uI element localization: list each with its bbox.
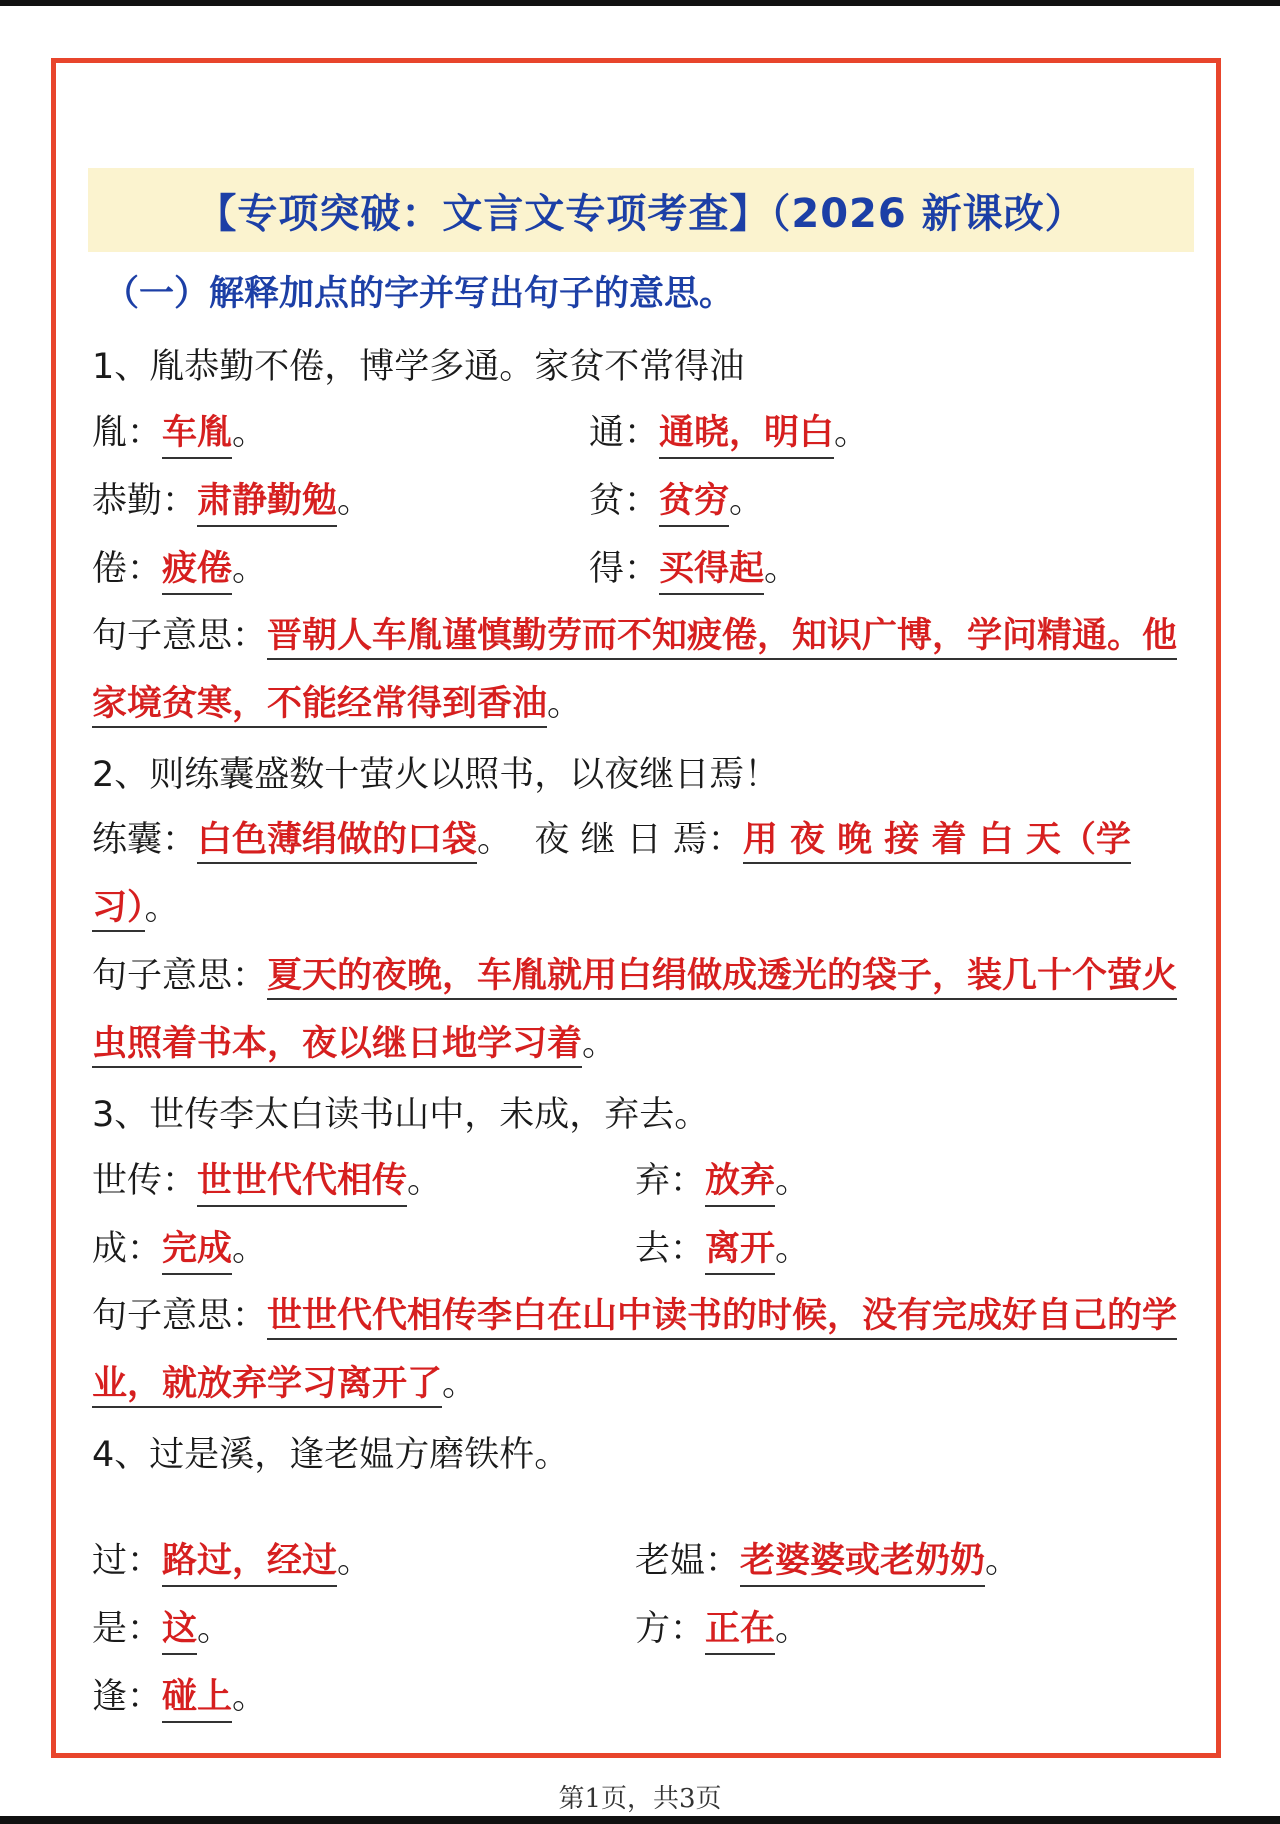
term-label: 去：: [635, 1229, 706, 1269]
term-answer: 买得起: [659, 541, 764, 595]
q1-row-3: [92, 534, 1192, 602]
period: 。: [442, 1364, 478, 1404]
q1-term-6: [589, 541, 799, 595]
term-answer: 碰上: [162, 1669, 232, 1723]
term-answer: 白色薄绢做的口袋: [197, 820, 477, 864]
term-label: 通：: [589, 413, 660, 453]
term-answer: 用 夜 晚 接 着 白 天（学 习）: [92, 820, 1131, 932]
period: 。: [764, 549, 800, 589]
period: 。: [144, 888, 180, 928]
q3-term-2: [635, 1153, 810, 1207]
page-title: 【专项突破：文言文专项考查】（2026 新课改）: [88, 168, 1194, 252]
term-answer: 正在: [705, 1601, 775, 1655]
term-label: 恭勤：: [92, 481, 198, 521]
term-answer: 老婆婆或老奶奶: [740, 1533, 985, 1587]
q1-term-1: [92, 405, 589, 459]
term-answer: 车胤: [162, 405, 232, 459]
period: 。: [775, 1609, 811, 1649]
term-answer: 肃静勤勉: [197, 473, 337, 527]
q1-term-4: [589, 473, 764, 527]
bottom-border: [0, 1816, 1280, 1824]
period: 。: [407, 1161, 443, 1201]
term-label: 弃：: [635, 1161, 706, 1201]
q4-term-5: [92, 1669, 267, 1723]
period: 。: [337, 481, 373, 521]
term-label: 贫：: [589, 481, 660, 521]
q4-term-3: [92, 1601, 635, 1655]
term-answer: 放弃: [705, 1153, 775, 1207]
period: 。: [232, 549, 268, 589]
meaning-answer: 世世代代相传李白在山中读书的时候，没有完成好自己的学业，就放弃学习离开了: [92, 1296, 1177, 1408]
term-answer: 完成: [162, 1221, 232, 1275]
term-answer: 这: [162, 1601, 197, 1655]
term-label: 胤：: [92, 413, 163, 453]
term-label: 老媪：: [635, 1541, 741, 1581]
term-label: 倦：: [92, 549, 163, 589]
term-label: 成：: [92, 1229, 163, 1269]
meaning-label: 句子意思：: [92, 956, 268, 996]
question-1: 1、胤恭勤不倦，博学多通。家贫不常得油: [92, 347, 745, 387]
period: 。: [729, 481, 765, 521]
period: 。: [477, 820, 513, 860]
q3-term-3: [92, 1221, 635, 1275]
section-heading: （一）解释加点的字并写出句子的意思。: [104, 274, 735, 314]
q3-row-2: [92, 1214, 1192, 1282]
meaning-answer: 夏天的夜晚，车胤就用白绢做成透光的袋子，装几十个萤火虫照着书本，夜以继日地学习着: [92, 956, 1177, 1068]
term-label: 方：: [635, 1609, 706, 1649]
question-4: 4、过是溪，逢老媪方磨铁杵。: [92, 1435, 570, 1475]
q1-term-2: [589, 405, 869, 459]
term-label: 夜 继 日 焉：: [534, 820, 743, 860]
q1-term-5: [92, 541, 589, 595]
q4-row-1: [92, 1526, 1192, 1594]
q3-row-1: [92, 1146, 1192, 1214]
term-answer: 路过，经过: [162, 1533, 337, 1587]
term-answer: 离开: [705, 1221, 775, 1275]
term-label: 得：: [589, 549, 660, 589]
term-label: 世传：: [92, 1161, 198, 1201]
worksheet-content: [92, 330, 1192, 1730]
period: 。: [547, 684, 583, 724]
term-label: 逢：: [92, 1677, 163, 1717]
term-label: 是：: [92, 1609, 163, 1649]
q1-row-2: [92, 466, 1192, 534]
q3-term-4: [635, 1221, 810, 1275]
question-2: 2、则练囊盛数十萤火以照书，以夜继日焉！: [92, 755, 780, 795]
q4-term-1: [92, 1533, 635, 1587]
q4-row-2: [92, 1594, 1192, 1662]
q1-term-3: [92, 473, 589, 527]
term-label: 过：: [92, 1541, 163, 1581]
question-3: 3、世传李太白读书山中，未成，弃去。: [92, 1095, 710, 1135]
term-answer: 通晓，明白: [659, 405, 834, 459]
meaning-label: 句子意思：: [92, 1296, 268, 1336]
top-border: [0, 0, 1280, 6]
period: 。: [775, 1229, 811, 1269]
q2-meaning: [92, 942, 1192, 1078]
q1-row-1: [92, 398, 1192, 466]
page-number: 第1页，共3页: [558, 1784, 722, 1814]
meaning-answer: 晋朝人车胤谨慎勤劳而不知疲倦，知识广博，学问精通。他家境贫寒，不能经常得到香油: [92, 616, 1177, 728]
period: 。: [232, 1677, 268, 1717]
q2-terms: [92, 806, 1192, 942]
meaning-label: 句子意思：: [92, 616, 268, 656]
q4-row-3: [92, 1662, 1192, 1730]
period: 。: [337, 1541, 373, 1581]
term-answer: 疲倦: [162, 541, 232, 595]
q3-term-1: [92, 1153, 635, 1207]
q3-meaning: [92, 1282, 1192, 1418]
period: 。: [985, 1541, 1021, 1581]
spacer: [92, 1486, 1192, 1526]
period: 。: [582, 1024, 618, 1064]
q4-term-2: [635, 1533, 1020, 1587]
q1-meaning: [92, 602, 1192, 738]
period: 。: [775, 1161, 811, 1201]
q4-term-4: [635, 1601, 810, 1655]
term-answer: 贫穷: [659, 473, 729, 527]
period: 。: [197, 1609, 233, 1649]
term-label: 练囊：: [92, 820, 198, 860]
period: 。: [232, 1229, 268, 1269]
term-answer: 世世代代相传: [197, 1153, 407, 1207]
period: 。: [232, 413, 268, 453]
period: 。: [834, 413, 870, 453]
